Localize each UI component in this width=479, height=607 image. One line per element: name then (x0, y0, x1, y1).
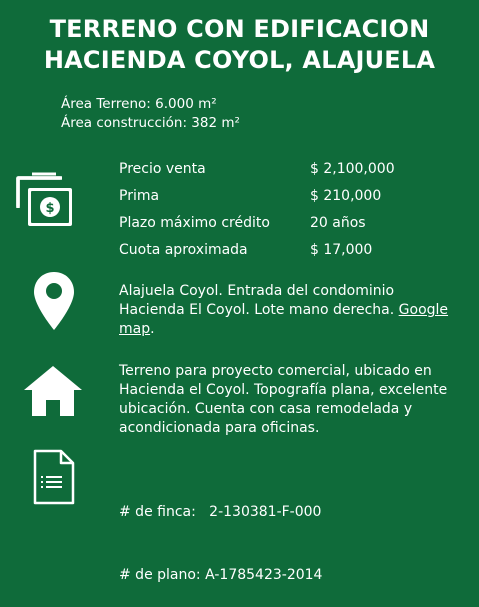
title-line-1: TERRENO CON EDIFICACION (49, 15, 430, 43)
location-period: . (150, 321, 155, 337)
area-construccion: Área construcción: 382 m² (61, 115, 240, 131)
finca-number: # de finca: 2-130381-F-000 (119, 504, 322, 520)
registry-info (119, 460, 322, 607)
pricing-row (119, 209, 430, 236)
money-icon (16, 172, 76, 230)
pricing-table (119, 155, 430, 263)
pricing-label: Precio venta (119, 160, 206, 177)
pricing-label: Cuota aproximada (119, 241, 248, 258)
pricing-value: $ 210,000 (310, 187, 382, 204)
description-text: Terreno para proyecto comercial, ubicado en Hacienda el Coyol. Topografía plana, excelente ubicación. Cuenta con casa remodelada y acondicionada para oficinas. (119, 363, 448, 436)
svg-text:$: $ (45, 201, 55, 216)
pricing-label: Prima (119, 187, 160, 204)
pricing-row (119, 182, 430, 209)
plano-number: # de plano: A-1785423-2014 (119, 567, 323, 583)
page-title (0, 14, 479, 76)
house-icon (22, 364, 84, 418)
location-text (119, 282, 464, 339)
location-description: Alajuela Coyol. Entrada del condominio Hacienda El Coyol. Lote mano derecha. (119, 283, 395, 318)
area-terreno: Área Terreno: 6.000 m² (61, 96, 217, 112)
pricing-value: $ 2,100,000 (310, 160, 395, 177)
pricing-value: 20 años (310, 214, 366, 231)
pricing-value: $ 17,000 (310, 241, 373, 258)
pricing-row (119, 236, 430, 263)
document-icon (31, 449, 75, 505)
location-pin-icon (32, 270, 76, 332)
pricing-label: Plazo máximo crédito (119, 214, 270, 231)
area-info (61, 95, 240, 133)
google-map-link[interactable]: Google map (119, 302, 449, 337)
title-line-2: HACIENDA COYOL, ALAJUELA (43, 46, 436, 74)
pricing-row (119, 155, 430, 182)
